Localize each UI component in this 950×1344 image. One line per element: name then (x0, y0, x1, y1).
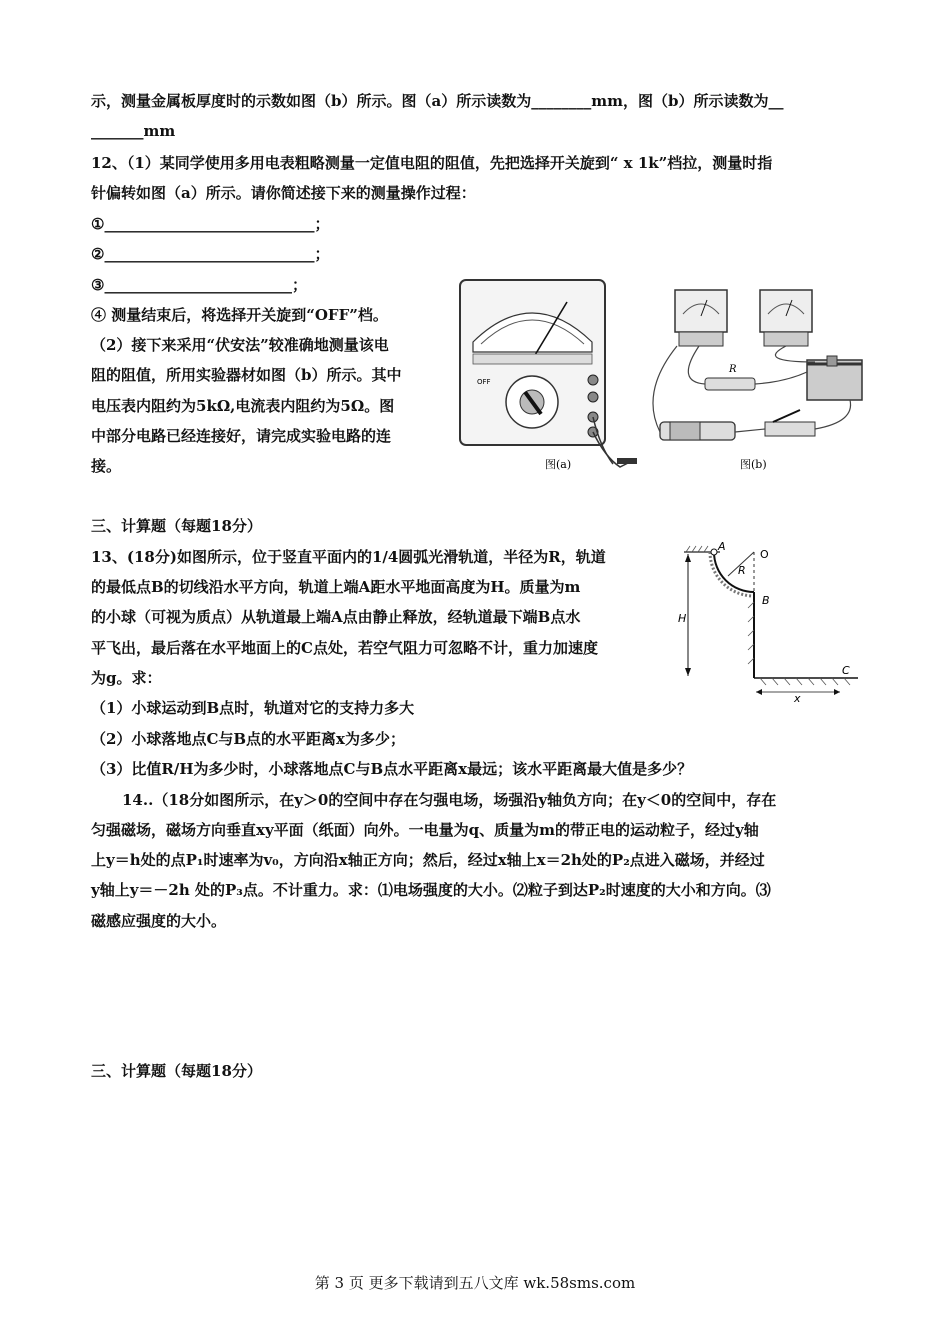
text-line-24: 匀强磁场，磁场方向垂直xy平面（纸面）向外。一电量为q、质量为m的带正电的运动粒子，经过y轴 (91, 821, 759, 839)
dial-off-label: OFF (477, 378, 491, 386)
label-O: O (760, 548, 769, 561)
switch-icon (765, 410, 815, 436)
multimeter-icon (460, 280, 605, 445)
section-heading-calc-2: 三、计算题（每题18分） (91, 1062, 262, 1080)
caption-fig-b: 图(b) (740, 458, 767, 471)
question-14-heading: 14..（18分如图所示，在y＞0的空间中存在匀强电场，场强沿y轴负方向；在y＜0的空间中，存在 (122, 791, 777, 809)
q13-part-2: （2）小球落地点C与B点的水平距离x为多少； (91, 730, 405, 748)
step-4-text: ④ 测量结束后，将选择开关旋到“OFF”档。 (91, 306, 388, 324)
question-12-heading: 12、（1）某同学使用多用电表粗略测量一定值电阻的阻值，先把选择开关旋到“ x 1k”档拉，测量时指 (91, 154, 773, 172)
text-line-19: 为g。求： (91, 669, 162, 687)
voltmeter-icon (675, 290, 727, 346)
text-line-2: _______mm (91, 122, 176, 140)
text-line-26: y轴上y＝－2h 处的P₃点。不计重力。求：⑴电场强度的大小。⑵粒子到达P₂时速度的大小和方向。⑶ (91, 881, 771, 899)
resistor-icon (705, 364, 755, 390)
resistor-label: R (729, 364, 737, 375)
page-footer: 第 3 页 更多下载请到五八文库 wk.58sms.com (314, 1274, 636, 1292)
step-1-blank: ①____________________________； (91, 215, 330, 233)
text-line-17: 的小球（可视为质点）从轨道最上端A点由静止释放，经轨道最下端B点水 (91, 608, 581, 626)
ammeter-icon (760, 290, 812, 346)
text-line-25: 上y＝h处的点P₁时速率为v₀，方向沿x轴正方向；然后，经过x轴上x＝2h处的P₂点进入磁场，并经过 (91, 851, 765, 869)
label-x: x (794, 692, 801, 705)
label-B: B (762, 594, 770, 607)
label-R: R (738, 564, 746, 577)
text-line-18: 平飞出，最后落在水平地面上的C点处，若空气阻力可忽略不计，重力加速度 (91, 639, 598, 657)
text-line-16: 的最低点B的切线沿水平方向，轨道上端A距水平地面高度为H。质量为m (91, 578, 581, 596)
caption-fig-a: 图(a) (545, 458, 572, 471)
label-C: C (842, 664, 850, 677)
text-line-9: （2）接下来采用“伏安法”较准确地测量该电 (91, 336, 389, 354)
text-line-4: 针偏转如图（a）所示。请你简述接下来的测量操作过程： (91, 184, 476, 202)
quarter-circle-track-figure (676, 540, 866, 705)
label-A: A (718, 540, 726, 553)
step-2-blank: ②____________________________； (91, 245, 330, 263)
text-line-12: 中部分电路已经连接好，请完成实验电路的连 (91, 427, 392, 445)
question-13-heading: 13、(18分)如图所示，位于竖直平面内的1/4圆弧光滑轨道，半径为R，轨道 (91, 548, 606, 566)
section-heading-calc: 三、计算题（每题18分） (91, 517, 262, 535)
text-line-1: 示，测量金属板厚度时的示数如图（b）所示。图（a）所示读数为________mm，图（b）所示读数为__ (91, 92, 784, 110)
text-line-11: 电压表内阻约为5kΩ,电流表内阻约为5Ω。图 (91, 397, 395, 415)
q13-part-3: （3）比值R/H为多少时，小球落地点C与B点水平距离x最远；该水平距离最大值是多少？ (91, 760, 693, 778)
rheostat-icon (807, 356, 862, 400)
multimeter-circuit-figure (455, 272, 867, 482)
q13-part-1: （1）小球运动到B点时，轨道对它的支持力多大 (91, 699, 415, 717)
battery-icon (660, 422, 735, 440)
text-line-10: 阻的阻值，所用实验器材如图（b）所示。其中 (91, 366, 402, 384)
text-line-27: 磁感应强度的大小。 (91, 912, 227, 930)
step-3-blank: ③_________________________； (91, 276, 307, 294)
label-H: H (678, 612, 687, 625)
text-line-13: 接。 (91, 457, 122, 475)
